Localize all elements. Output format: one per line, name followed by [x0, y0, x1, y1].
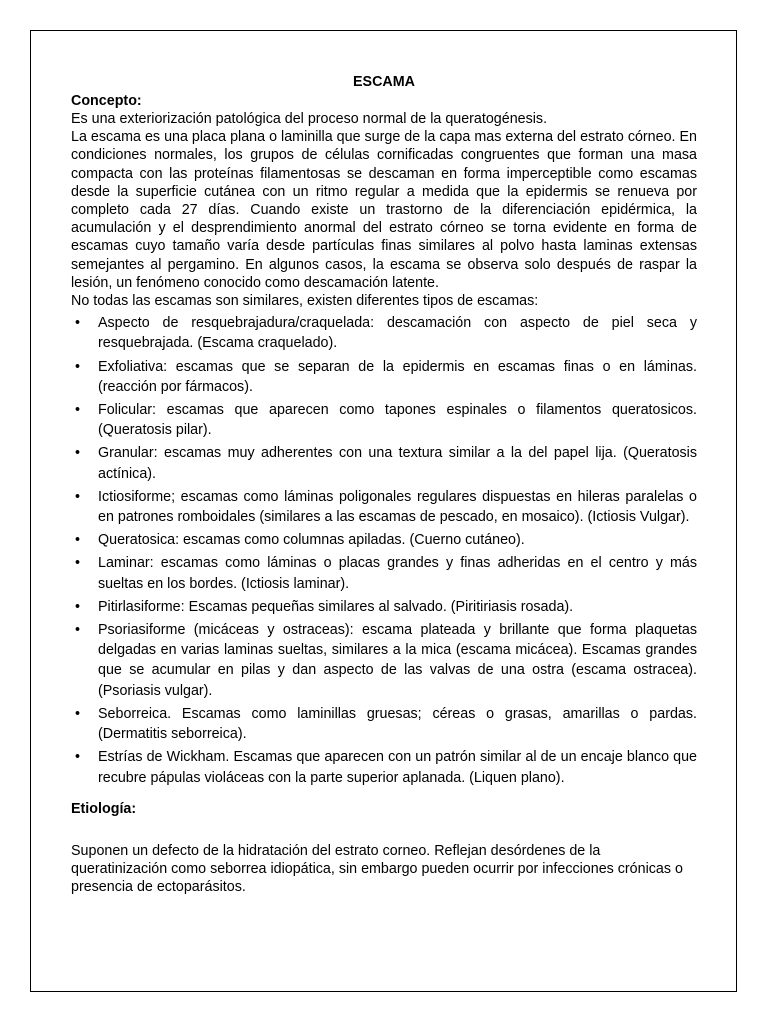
- concept-paragraph-1: Es una exteriorización patológica del proceso normal de la queratogénesis.: [71, 111, 548, 127]
- etiology-paragraph: Suponen un defecto de la hidratación del estrato corneo. Reflejan desórdenes de la queratinización como seborrea idiopática, sin embargo pueden ocurrir por infecciones crónicas o presencia de ectoparásitos.: [71, 842, 683, 896]
- list-item: [71, 530, 697, 550]
- list-item-text: Pitirlasiforme: Escamas pequeñas similares al salvado. (Piritiriasis rosada).: [98, 598, 574, 615]
- list-item: [71, 704, 697, 744]
- bullet-icon: •: [75, 402, 81, 419]
- spacer: [71, 788, 697, 800]
- document-title: ESCAMA: [353, 74, 415, 90]
- bullet-icon: •: [75, 445, 81, 462]
- etiology-heading: Etiología:: [71, 800, 137, 817]
- bullet-icon: •: [75, 622, 81, 639]
- concept-heading: Concepto:: [71, 93, 142, 109]
- list-item-text: Folicular: escamas que aparecen como tapones espinales o filamentos queratosicos. (Queratosis pilar).: [98, 402, 697, 439]
- types-intro: No todas las escamas son similares, existen diferentes tipos de escamas:: [71, 293, 539, 310]
- list-item: [71, 620, 697, 701]
- bullet-icon: •: [75, 598, 81, 615]
- document-body: [71, 72, 697, 896]
- spacer: [71, 818, 697, 842]
- list-item: [71, 597, 697, 617]
- list-item-text: Estrías de Wickham. Escamas que aparecen con un patrón similar al de un encaje blanco que recubre pápulas violáceas con la parte superior aplanada. (Liquen plano).: [98, 749, 697, 786]
- list-item-text: Queratosica: escamas como columnas apiladas. (Cuerno cutáneo).: [98, 532, 525, 549]
- list-item-text: Aspecto de resquebrajadura/craquelada: descamación con aspecto de piel seca y resquebrajada. (Escama craquelado).: [98, 315, 697, 352]
- list-item-text: Laminar: escamas como láminas o placas grandes y finas adheridas en el centro y más sueltas en los bordes. (Ictiosis laminar).: [98, 555, 697, 592]
- bullet-icon: •: [75, 705, 81, 722]
- list-item: [71, 400, 697, 440]
- list-item: [71, 313, 697, 353]
- scale-types-list: [71, 313, 697, 787]
- list-item: [71, 553, 697, 593]
- bullet-icon: •: [75, 358, 81, 375]
- bullet-icon: •: [75, 749, 81, 766]
- list-item: [71, 747, 697, 787]
- list-item-text: Granular: escamas muy adherentes con una textura similar a la del papel lija. (Queratosis actínica).: [98, 445, 697, 482]
- list-item: [71, 443, 697, 483]
- list-item-text: Exfoliativa: escamas que se separan de la epidermis en escamas finas o en láminas. (reacción por fármacos).: [98, 358, 697, 395]
- list-item: [71, 357, 697, 397]
- list-item-text: Seborreica. Escamas como laminillas gruesas; céreas o grasas, amarillas o pardas. (Dermatitis seborreica).: [98, 705, 697, 743]
- bullet-icon: •: [75, 532, 81, 549]
- list-item-text: Psoriasiforme (micáceas y ostraceas): escama plateada y brillante que forma plaquetas delgadas en varias laminas sueltas, similares a la mica (escama micácea). Escamas grandes que se acumular en pilas y dan aspecto de las valvas de una ostra (escama ostracea). (Psoriasis vulgar).: [98, 622, 697, 699]
- list-item-text: Ictiosiforme; escamas como láminas poligonales regulares dispuestas en hileras paralelas o en patrones romboidales (similares a las escamas de pescado, en mosaico). (Ictiosis Vulgar).: [98, 488, 697, 526]
- bullet-icon: •: [75, 315, 81, 332]
- bullet-icon: •: [75, 555, 81, 572]
- list-item: [71, 487, 697, 527]
- bullet-icon: •: [75, 488, 81, 505]
- concept-paragraph-2: La escama es una placa plana o laminilla que surge de la capa mas externa del estrato córneo. En condiciones normales, los grupos de células cornificadas congruentes que forman una masa compacta con las proteínas filamentosas se descaman en forma imperceptible como escamas desde la superficie cutánea con un ritmo regular a medida que la epidermis se renueva por completo cada 27 días. Cuando existe un trastorno de la diferenciación epidérmica, la acumulación y el desprendimiento anormal del estrato córneo se torna evidente en forma de escamas cuyo tamaño varía desde partículas finas similares al polvo hasta laminas extensas semejantes al pergamino. En algunos casos, la escama se observa solo después de raspar la lesión, un fenómeno conocido como descamación latente.: [71, 129, 697, 291]
